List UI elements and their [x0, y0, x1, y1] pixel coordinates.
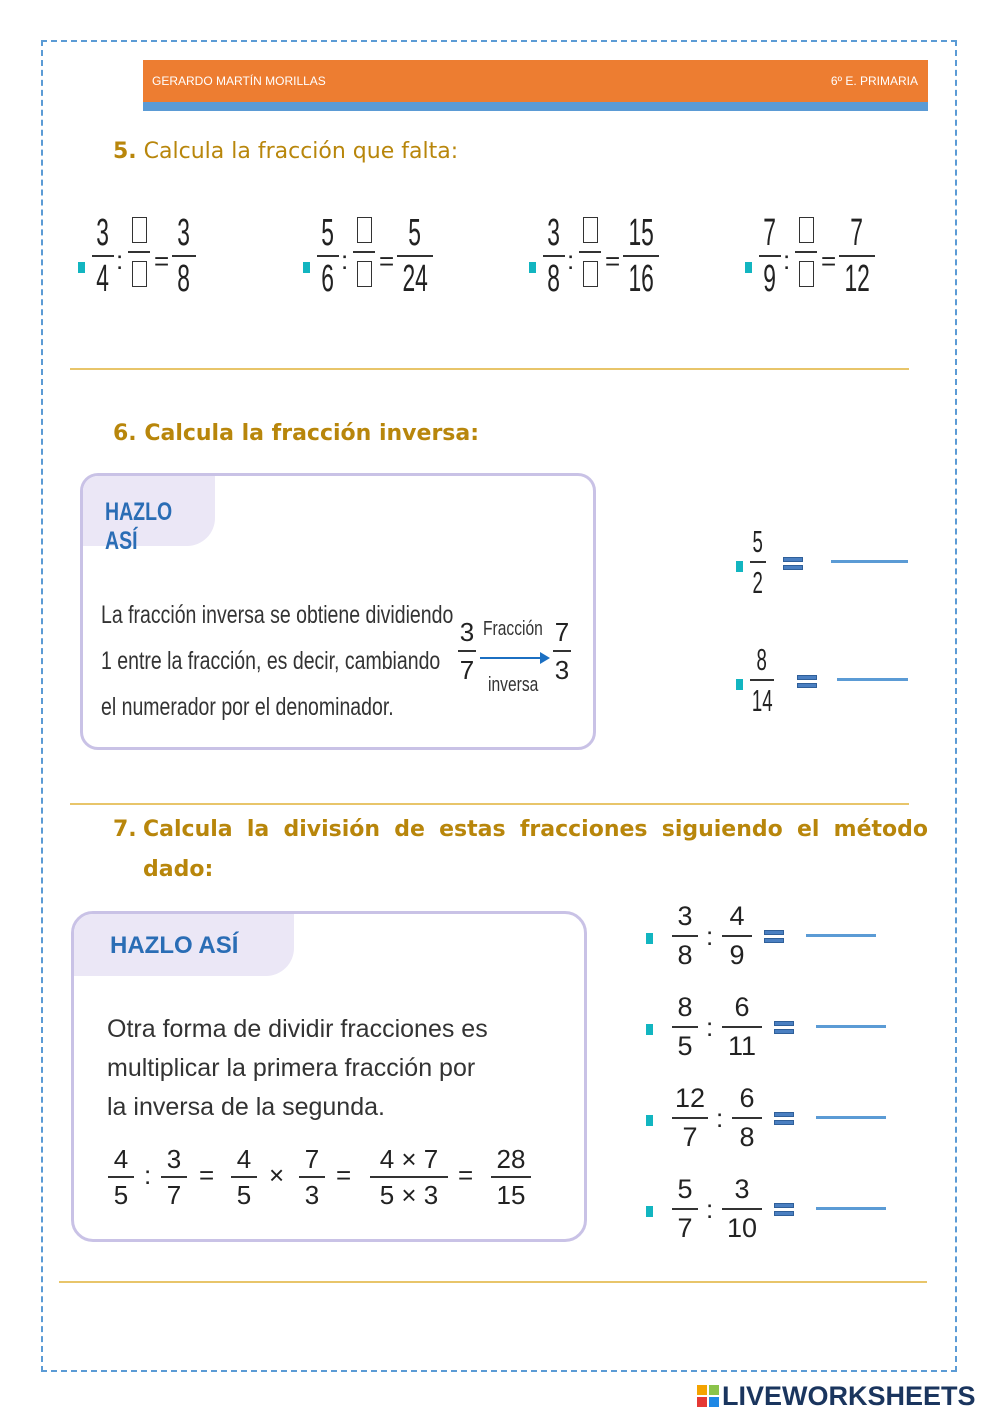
bullet-marker [646, 933, 653, 944]
header-underline [143, 102, 928, 111]
example-fraction [161, 1146, 187, 1208]
bullet-marker [745, 262, 752, 273]
fraction-numerator: 15 [628, 212, 654, 254]
fraction-numerator: 5 [752, 524, 764, 559]
equals-icon [774, 1203, 794, 1217]
exercise-7-text-line1: Calcula la división de estas fracciones siguiendo el método [143, 817, 928, 842]
fraction-bar [353, 251, 375, 253]
division-sign: : [706, 1194, 714, 1224]
fraction-denominator: 10 [726, 1212, 758, 1243]
exercise-5-title [113, 139, 458, 164]
fraction-bar [722, 1026, 762, 1028]
fraction-denominator: 9 [729, 939, 745, 970]
fraction-denominator: 7 [677, 1212, 693, 1243]
missing-fraction-input[interactable] [353, 217, 375, 287]
fraction-bar [623, 255, 659, 257]
fraction-denominator: 4 [96, 257, 110, 300]
given-fraction [750, 526, 766, 598]
fraction-bar [397, 255, 433, 257]
fraction-denominator: 15 [496, 1179, 526, 1210]
example-fraction [491, 1146, 531, 1208]
divisor-fraction [722, 1176, 762, 1242]
example-fraction [108, 1146, 134, 1208]
fraction-bar [759, 255, 781, 257]
hint-line: el numerador por el denominador. [101, 693, 394, 721]
fraction-bar [553, 650, 571, 652]
bullet-marker [736, 679, 743, 690]
fraction-numerator: 3 [166, 1144, 182, 1174]
fraction-numerator: 28 [496, 1144, 526, 1174]
fraction-bar [491, 1176, 531, 1178]
fraction-denominator: 8 [177, 257, 191, 300]
missing-numerator-box[interactable] [583, 217, 598, 243]
fraction-denominator: 5 [677, 1030, 693, 1061]
fraction-denominator: 3 [304, 1179, 320, 1210]
liveworksheets-logo-icon [697, 1385, 719, 1407]
hint-line: La fracción inversa se obtiene dividiendo [101, 601, 454, 629]
fraction-bar [672, 1026, 698, 1028]
fraction-numerator: 4 [113, 1144, 129, 1174]
missing-denominator-box[interactable] [132, 261, 147, 287]
divisor-fraction [732, 1085, 762, 1151]
answer-input[interactable] [806, 934, 876, 937]
hint-line: multiplicar la primera fracción por [107, 1054, 476, 1082]
missing-denominator-box[interactable] [799, 261, 814, 287]
example-fraction-original [458, 619, 476, 683]
equals-sign: = [154, 246, 170, 276]
fraction-bar [750, 561, 766, 563]
fraction-bar [92, 255, 114, 257]
division-sign: : [706, 921, 714, 951]
exercise-6-divider [70, 803, 909, 805]
fraction-numerator: 7 [850, 212, 864, 254]
division-sign: : [706, 1012, 714, 1042]
fraction-numerator: 3 [177, 212, 191, 254]
fraction-numerator: 12 [674, 1083, 706, 1113]
bullet-marker [736, 561, 743, 572]
hint-line: Otra forma de dividir fracciones es [107, 1015, 488, 1043]
fraction-numerator: 7 [554, 617, 570, 647]
fraction-numerator: 3 [459, 617, 475, 647]
hint-card-division [71, 911, 587, 1242]
hint-card-inverse-tab [83, 476, 215, 555]
missing-numerator-box[interactable] [799, 217, 814, 243]
divisor-fraction [722, 903, 752, 969]
example-fraction-inverse [553, 619, 571, 683]
bullet-marker [646, 1024, 653, 1035]
fraction-numerator: 6 [739, 1083, 755, 1113]
given-fraction [750, 644, 774, 716]
fraction-bar [672, 1208, 698, 1210]
fraction-denominator: 14 [751, 682, 773, 718]
fraction-numerator: 3 [677, 901, 693, 931]
fraction-bar [299, 1176, 325, 1178]
missing-denominator-box[interactable] [357, 261, 372, 287]
division-sign: : [567, 245, 575, 275]
given-fraction [543, 214, 565, 298]
equals-icon [774, 1021, 794, 1035]
fraction-bar [172, 255, 196, 257]
answer-input[interactable] [831, 560, 908, 563]
equals-sign: = [379, 246, 395, 276]
fraction-denominator: 6 [321, 257, 335, 300]
exercise-5-number: 5. [113, 139, 137, 164]
answer-input[interactable] [816, 1207, 886, 1210]
hint-card-inverse-text [101, 592, 453, 730]
bullet-marker [303, 262, 310, 273]
fraction-denominator: 5 × 3 [379, 1179, 439, 1210]
fraction-bar [161, 1176, 187, 1178]
fraction-bar [795, 251, 817, 253]
answer-input[interactable] [816, 1116, 886, 1119]
fraction-numerator: 5 [677, 1174, 693, 1204]
example-fraction [231, 1146, 257, 1208]
author-name: GERARDO MARTÍN MORILLAS [152, 74, 326, 88]
fraction-numerator: 5 [321, 212, 335, 254]
division-sign: : [783, 245, 791, 275]
arrow-label-top: Fracción [483, 618, 543, 640]
missing-numerator-box[interactable] [357, 217, 372, 243]
hint-line: la inversa de la segunda. [107, 1093, 385, 1121]
equals-icon [764, 930, 784, 944]
hint-line: 1 entre la fracción, es decir, cambiando [101, 647, 441, 675]
fraction-numerator: 8 [677, 992, 693, 1022]
result-fraction [397, 214, 433, 298]
equals-sign: = [458, 1160, 474, 1190]
fraction-numerator: 4 [729, 901, 745, 931]
result-fraction [839, 214, 875, 298]
missing-denominator-box[interactable] [583, 261, 598, 287]
dividend-fraction [672, 994, 698, 1060]
bullet-marker [646, 1115, 653, 1126]
equals-sign: = [605, 246, 621, 276]
grade-label: 6º E. PRIMARIA [830, 74, 918, 88]
hint-card-division-text [107, 1010, 488, 1127]
division-sign: : [116, 245, 124, 275]
given-fraction [759, 214, 781, 298]
fraction-denominator: 8 [547, 257, 561, 300]
exercise-7-number: 7. [113, 817, 137, 842]
exercise-5-divider [70, 368, 909, 370]
equals-icon [783, 557, 803, 571]
fraction-numerator: 8 [756, 642, 768, 677]
fraction-denominator: 7 [459, 654, 475, 685]
dividend-fraction [672, 1085, 708, 1151]
fraction-denominator: 5 [236, 1179, 252, 1210]
given-fraction [317, 214, 339, 298]
hint-card-inverse [80, 473, 596, 750]
bullet-marker [78, 262, 85, 273]
fraction-numerator: 7 [763, 212, 777, 254]
result-fraction [623, 214, 659, 298]
equals-icon [774, 1112, 794, 1126]
missing-numerator-box[interactable] [132, 217, 147, 243]
missing-fraction-input[interactable] [579, 217, 601, 287]
fraction-numerator: 3 [547, 212, 561, 254]
hint-tab-label: HAZLO ASÍ [110, 932, 239, 959]
exercise-7-text-line2: dado: [143, 857, 214, 882]
exercise-6-title: 6. Calcula la fracción inversa: [113, 421, 480, 446]
fraction-numerator: 3 [96, 212, 110, 254]
dividend-fraction [672, 1176, 698, 1242]
fraction-bar [672, 1117, 708, 1119]
fraction-numerator: 5 [408, 212, 422, 254]
fraction-numerator: 4 × 7 [379, 1144, 439, 1174]
division-sign: : [144, 1160, 152, 1190]
equals-sign: = [821, 246, 837, 276]
fraction-bar [128, 251, 150, 253]
example-fraction [299, 1146, 325, 1208]
fraction-denominator: 8 [677, 939, 693, 970]
fraction-bar [722, 1208, 762, 1210]
fraction-denominator: 2 [752, 564, 764, 600]
fraction-numerator: 6 [734, 992, 750, 1022]
arrow-right-icon [478, 650, 550, 666]
fraction-denominator: 3 [554, 654, 570, 685]
fraction-numerator: 7 [304, 1144, 320, 1174]
result-fraction [172, 214, 196, 298]
fraction-bar [750, 679, 774, 681]
fraction-bar [732, 1117, 762, 1119]
fraction-bar [317, 255, 339, 257]
fraction-bar [722, 935, 752, 937]
fraction-denominator: 12 [844, 257, 870, 300]
divisor-fraction [722, 994, 762, 1060]
fraction-denominator: 7 [166, 1179, 182, 1210]
fraction-bar [231, 1176, 257, 1178]
answer-input[interactable] [816, 1025, 886, 1028]
multiply-sign: × [269, 1160, 285, 1190]
arrow-label-bottom: inversa [488, 674, 539, 696]
dividend-fraction [672, 903, 698, 969]
fraction-denominator: 24 [402, 257, 428, 300]
given-fraction [92, 214, 114, 298]
fraction-denominator: 5 [113, 1179, 129, 1210]
hint-tab-label: HAZLO ASÍ [105, 498, 173, 555]
exercise-5-text: Calcula la fracción que falta: [143, 139, 459, 164]
fraction-bar [370, 1176, 448, 1178]
fraction-numerator: 4 [236, 1144, 252, 1174]
fraction-bar [839, 255, 875, 257]
equals-icon [797, 675, 817, 689]
missing-fraction-input[interactable] [795, 217, 817, 287]
fraction-denominator: 11 [727, 1030, 757, 1061]
bullet-marker [529, 262, 536, 273]
brand-name: LIVEWORKSHEETS [722, 1381, 976, 1411]
fraction-denominator: 16 [628, 257, 654, 300]
division-sign: : [341, 245, 349, 275]
answer-input[interactable] [837, 678, 908, 681]
header-bar [143, 60, 928, 102]
division-sign: : [716, 1103, 724, 1133]
liveworksheets-brand [697, 1381, 976, 1412]
fraction-bar [672, 935, 698, 937]
fraction-denominator: 9 [763, 257, 777, 300]
equals-sign: = [199, 1160, 215, 1190]
exercise-7-divider [59, 1281, 927, 1283]
fraction-bar [543, 255, 565, 257]
fraction-bar [458, 650, 476, 652]
fraction-denominator: 8 [739, 1121, 755, 1152]
fraction-bar [108, 1176, 134, 1178]
missing-fraction-input[interactable] [128, 217, 150, 287]
fraction-denominator: 7 [682, 1121, 698, 1152]
example-fraction [370, 1146, 448, 1208]
bullet-marker [646, 1206, 653, 1217]
equals-sign: = [336, 1160, 352, 1190]
hint-card-division-tab [74, 914, 294, 976]
fraction-bar [579, 251, 601, 253]
exercise-7-title [113, 817, 928, 882]
fraction-numerator: 3 [734, 1174, 750, 1204]
